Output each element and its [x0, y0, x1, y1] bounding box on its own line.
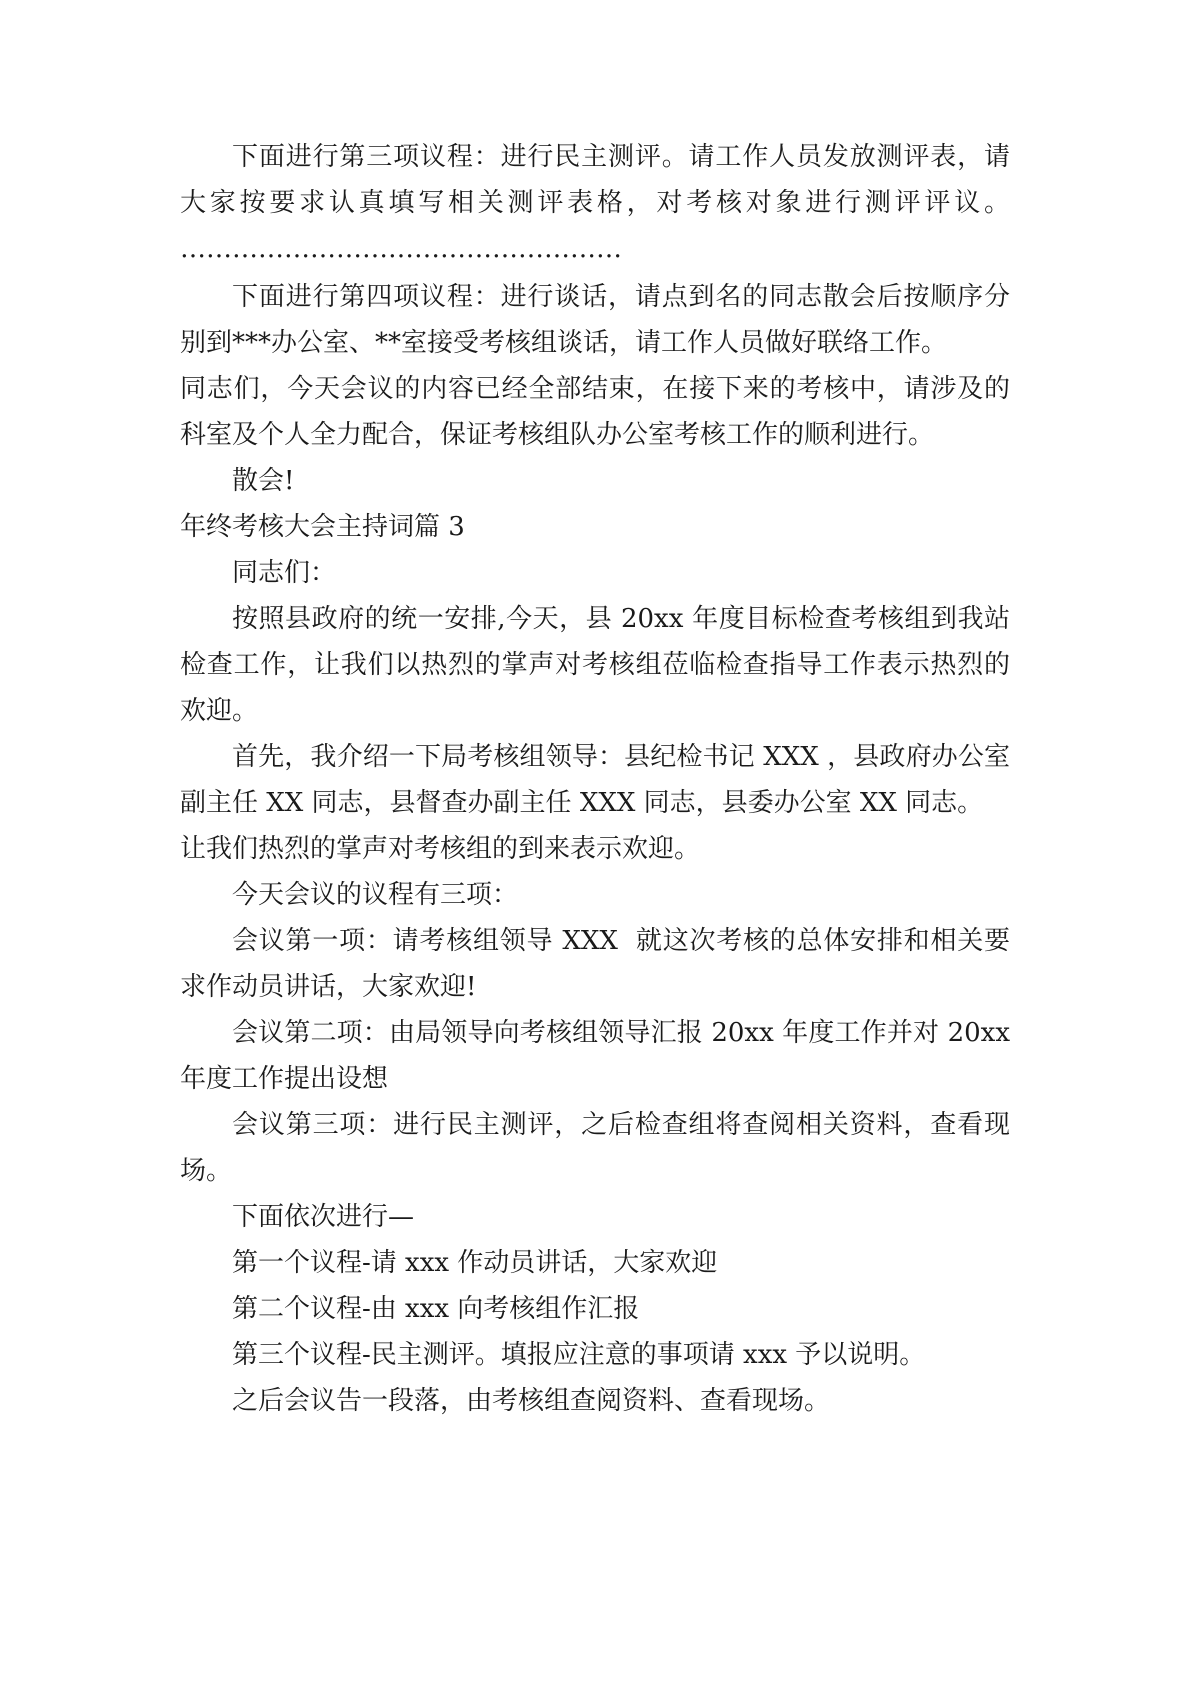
paragraph-agenda-intro: 今天会议的议程有三项： — [232, 880, 519, 910]
list-item-agenda-3: 第三个议程-民主测评。填报应注意的事项请 xxx 予以说明。 — [232, 1340, 926, 1370]
paragraph-adjourn: 散会! — [232, 466, 295, 496]
paragraph-proceed: 下面依次进行— — [232, 1202, 415, 1232]
paragraph-salutation: 同志们： — [232, 558, 337, 588]
paragraph-applause: 让我们热烈的掌声对考核组的到来表示欢迎。 — [180, 834, 701, 864]
paragraph-agenda-item-3: 下面进行第三项议程：进行民主测评。请工作人员发放测评表，请大家按要求认真填写相关测评表格，对考核对象进行测评评议。 …………………………………………… — [180, 142, 1019, 264]
list-item-agenda-1: 第一个议程-请 xxx 作动员讲话，大家欢迎 — [232, 1248, 718, 1278]
paragraph-closing-remarks: 同志们，今天会议的内容已经全部结束，在接下来的考核中，请涉及的科室及个人全力配合，保证考核组队办公室考核工作的顺利进行。 — [180, 374, 1010, 450]
paragraph-agenda-item-4: 下面进行第四项议程：进行谈话，请点到名的同志散会后按顺序分别到***办公室、**室接受考核组谈话，请工作人员做好联络工作。 — [180, 282, 1010, 358]
paragraph-introduction: 首先，我介绍一下局考核组领导：县纪检书记 XXX ，县政府办公室副主任 XX 同志，县督查办副主任 XXX 同志，县委办公室 XX 同志。 — [180, 742, 1010, 818]
document-page — [180, 134, 1019, 1424]
paragraph-meeting-item-2: 会议第二项：由局领导向考核组领导汇报 20xx 年度工作并对 20xx 年度工作提出设想 — [180, 1018, 1019, 1094]
section-heading: 年终考核大会主持词篇 3 — [180, 512, 465, 542]
list-item-agenda-2: 第二个议程-由 xxx 向考核组作汇报 — [232, 1294, 640, 1324]
paragraph-meeting-item-1: 会议第一项：请考核组领导 XXX 就这次考核的总体安排和相关要求作动员讲话，大家欢迎! — [180, 926, 1010, 1002]
paragraph-meeting-item-3: 会议第三项：进行民主测评，之后检查组将查阅相关资料，查看现场。 — [180, 1110, 1010, 1186]
paragraph-final: 之后会议告一段落，由考核组查阅资料、查看现场。 — [232, 1386, 831, 1416]
paragraph-welcome: 按照县政府的统一安排,今天，县 20xx 年度目标检查考核组到我站检查工作，让我们以热烈的掌声对考核组莅临检查指导工作表示热烈的欢迎。 — [180, 604, 1010, 726]
